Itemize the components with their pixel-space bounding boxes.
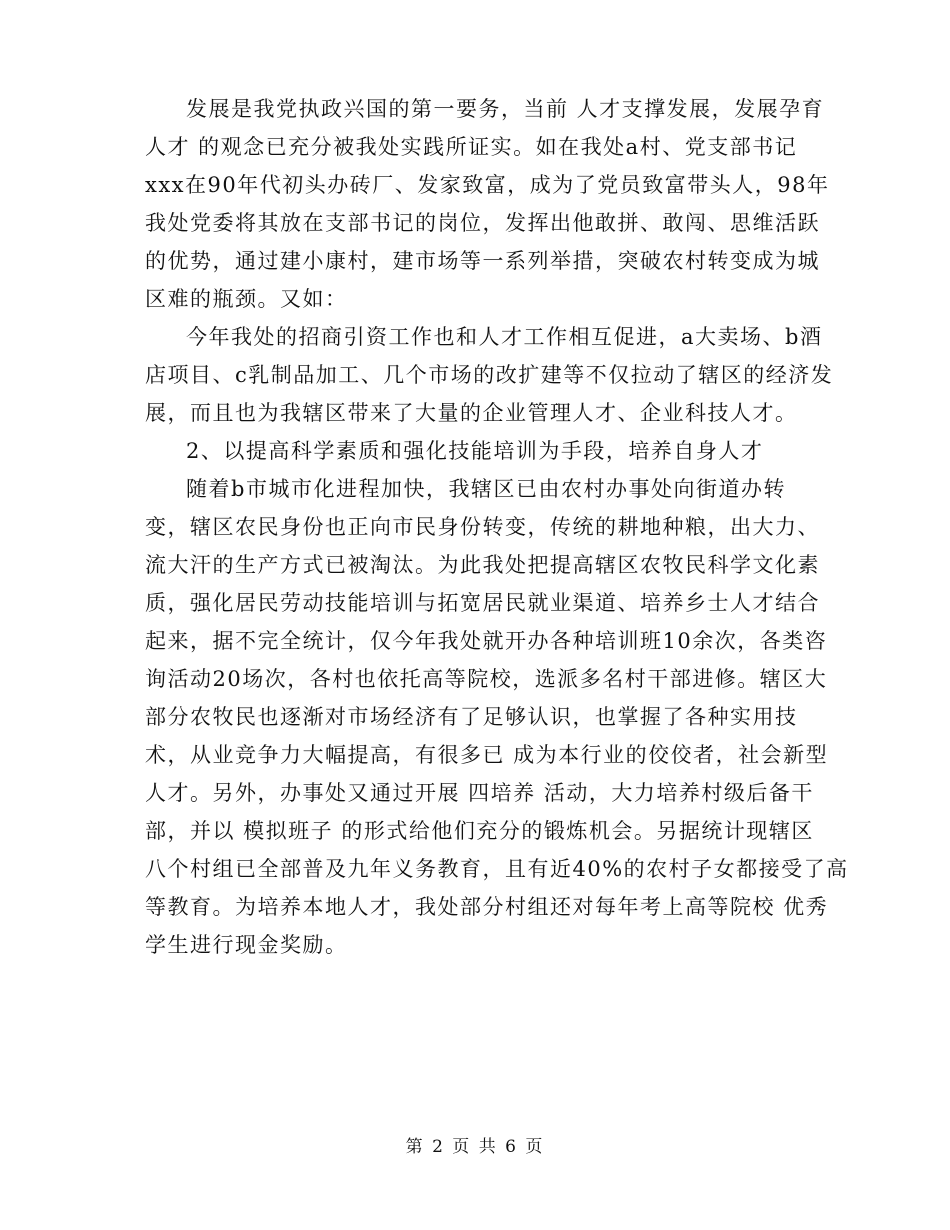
- text-line: 部，并以 模拟班子 的形式给他们充分的锻炼机会。另据统计现辖区: [145, 819, 814, 843]
- text-line: 起来，据不完全统计，仅今年我处就开办各种培训班10余次，各类咨: [145, 629, 828, 653]
- text-line: 变，辖区农民身份也正向市民身份转变，传统的耕地种粮，出大力、: [145, 515, 820, 539]
- text-line: 区难的瓶颈。又如：: [145, 287, 348, 311]
- text-line: 展，而且也为我辖区带来了大量的企业管理人才、企业科技人才。: [145, 401, 798, 425]
- text-line: 流大汗的生产方式已被淘汰。为此我处把提高辖区农牧民科学文化素: [145, 553, 820, 577]
- text-line: 今年我处的招商引资工作也和人才工作相互促进，a大卖场、b酒: [186, 325, 823, 349]
- text-line: 术，从业竞争力大幅提高，有很多已 成为本行业的佼佼者，社会新型: [145, 743, 829, 767]
- text-line: 发展是我党执政兴国的第一要务，当前 人才支撑发展，发展孕育: [186, 97, 825, 121]
- text-line: xxx在90年代初头办砖厂、发家致富，成为了党员致富带头人，98年: [145, 173, 830, 197]
- text-line: 的优势，通过建小康村，建市场等一系列举措，突破农村转变成为城: [145, 249, 820, 273]
- text-line: 学生进行现金奖励。: [145, 933, 348, 957]
- page-number: 第 2 页 共 6 页: [405, 1137, 545, 1157]
- section-heading: 2、以提高科学素质和强化技能培训为手段，培养自身人才: [186, 439, 764, 463]
- text-line: 店项目、c乳制品加工、几个市场的改扩建等不仅拉动了辖区的经济发: [145, 363, 834, 387]
- text-line: 随着b市城市化进程加快，我辖区已由农村办事处向街道办转: [186, 477, 786, 501]
- text-line: 人才 的观念已充分被我处实践所证实。如在我处a村、党支部书记: [145, 135, 798, 159]
- text-line: 我处党委将其放在支部书记的岗位，发挥出他敢拼、敢闯、思维活跃: [145, 211, 820, 235]
- text-line: 人才。另外，办事处又通过开展 四培养 活动，大力培养村级后备干: [145, 781, 814, 805]
- text-line: 等教育。为培养本地人才，我处部分村组还对每年考上高等院校 优秀: [145, 895, 829, 919]
- text-line: 询活动20场次，各村也依托高等院校，选派多名村干部进修。辖区大: [145, 667, 828, 691]
- text-line: 八个村组已全部普及九年义务教育，且有近40%的农村子女都接受了高: [145, 857, 849, 881]
- text-line: 质，强化居民劳动技能培训与拓宽居民就业渠道、培养乡士人才结合: [145, 591, 820, 615]
- text-line: 部分农牧民也逐渐对市场经济有了足够认识，也掌握了各种实用技: [145, 705, 798, 729]
